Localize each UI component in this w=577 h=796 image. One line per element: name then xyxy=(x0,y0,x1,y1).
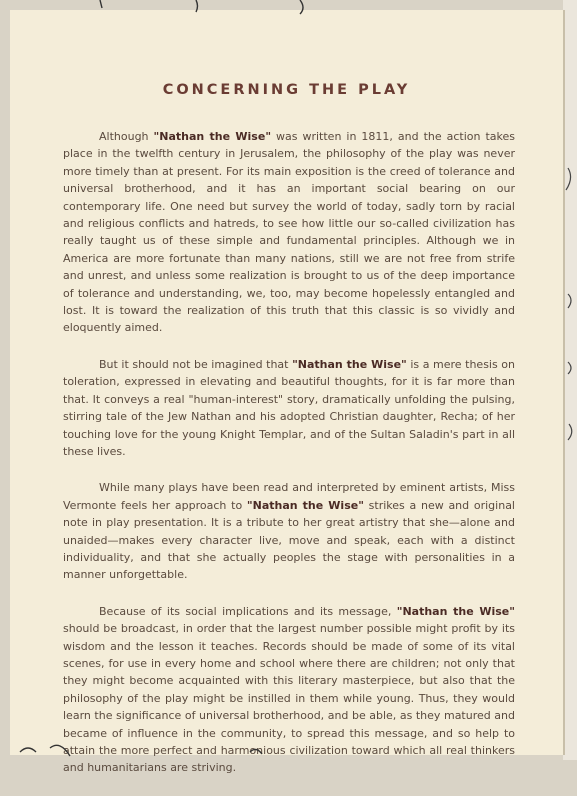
document-page xyxy=(10,10,563,775)
paragraph-1: Although "Nathan the Wise" was written in 1811, and the action takes place in the twelfth century in Jerusalem, the philosophy of the play was never more timely than at present. For its main exposition is the creed of tolerance and universal brotherhood, and it has an important social bearing on our contemporary life. One need but survey the world of today, sadly torn by racial and religious conflicts and hatreds, to see how little our so-called civilization has really taught us of these simple and fundamental principles. Although we in America are more fortunate than many nations, still we are not free from strife and unrest, and unless some realization is brought to us of the deep importance of tolerance and understanding, we, too, may become hopelessly entangled and lost. It is toward the realization of this truth that this classic is so vividly and eloquently aimed. xyxy=(63,130,515,335)
document-body xyxy=(63,128,515,796)
play-title-emphasis: "Nathan the Wise" xyxy=(396,604,516,618)
paragraph-3: While many plays have been read and interpreted by eminent artists, Miss Vermonte feels her approach to "Nathan the Wise" strikes a new and original note in play presentation. It is a tribute to her great artistry that she—alone and unaided—makes every character live, move and speak, each with a distinct individuality, and that she actually peoples the stage with personalities in a manner unforgettable. xyxy=(63,481,515,582)
page-edge xyxy=(563,0,577,760)
page-title: CONCERNING THE PLAY xyxy=(162,82,411,98)
play-title-emphasis: "Nathan the Wise" xyxy=(153,130,272,143)
paragraph-4: Because of its social implications and its message, "Nathan the Wise" should be broadcast, in order that the largest number possible might profit by its wisdom and the lesson it teaches. Records should be made of some of its vital scenes, for use in every home and school where there are children; not only that they might become acquainted with this literary masterpiece, but also that the philosophy of the play might be instilled in them while young. Thus, they would learn the significance of universal brotherhood, and be able, as they matured and became of influence in the community, to spread this message, and so help to attain the more perfect and harmonious civilization toward which all real thinkers and humanitarians are striving. xyxy=(63,604,516,775)
paragraph-2: But it should not be imagined that "Nathan the Wise" is a mere thesis on toleration, expressed in elevating and beautiful thoughts, for it is far more than that. It conveys a real "human-interest" story, dramatically unfolding the pulsing, stirring tale of the Jew Nathan and his adopted Christian daughter, Recha; of her touching love for the young Knight Templar, and of the Sultan Saladin's part in all these lives. xyxy=(63,357,515,458)
play-title-emphasis: "Nathan the Wise" xyxy=(292,357,407,371)
play-title-emphasis: "Nathan the Wise" xyxy=(246,498,364,512)
